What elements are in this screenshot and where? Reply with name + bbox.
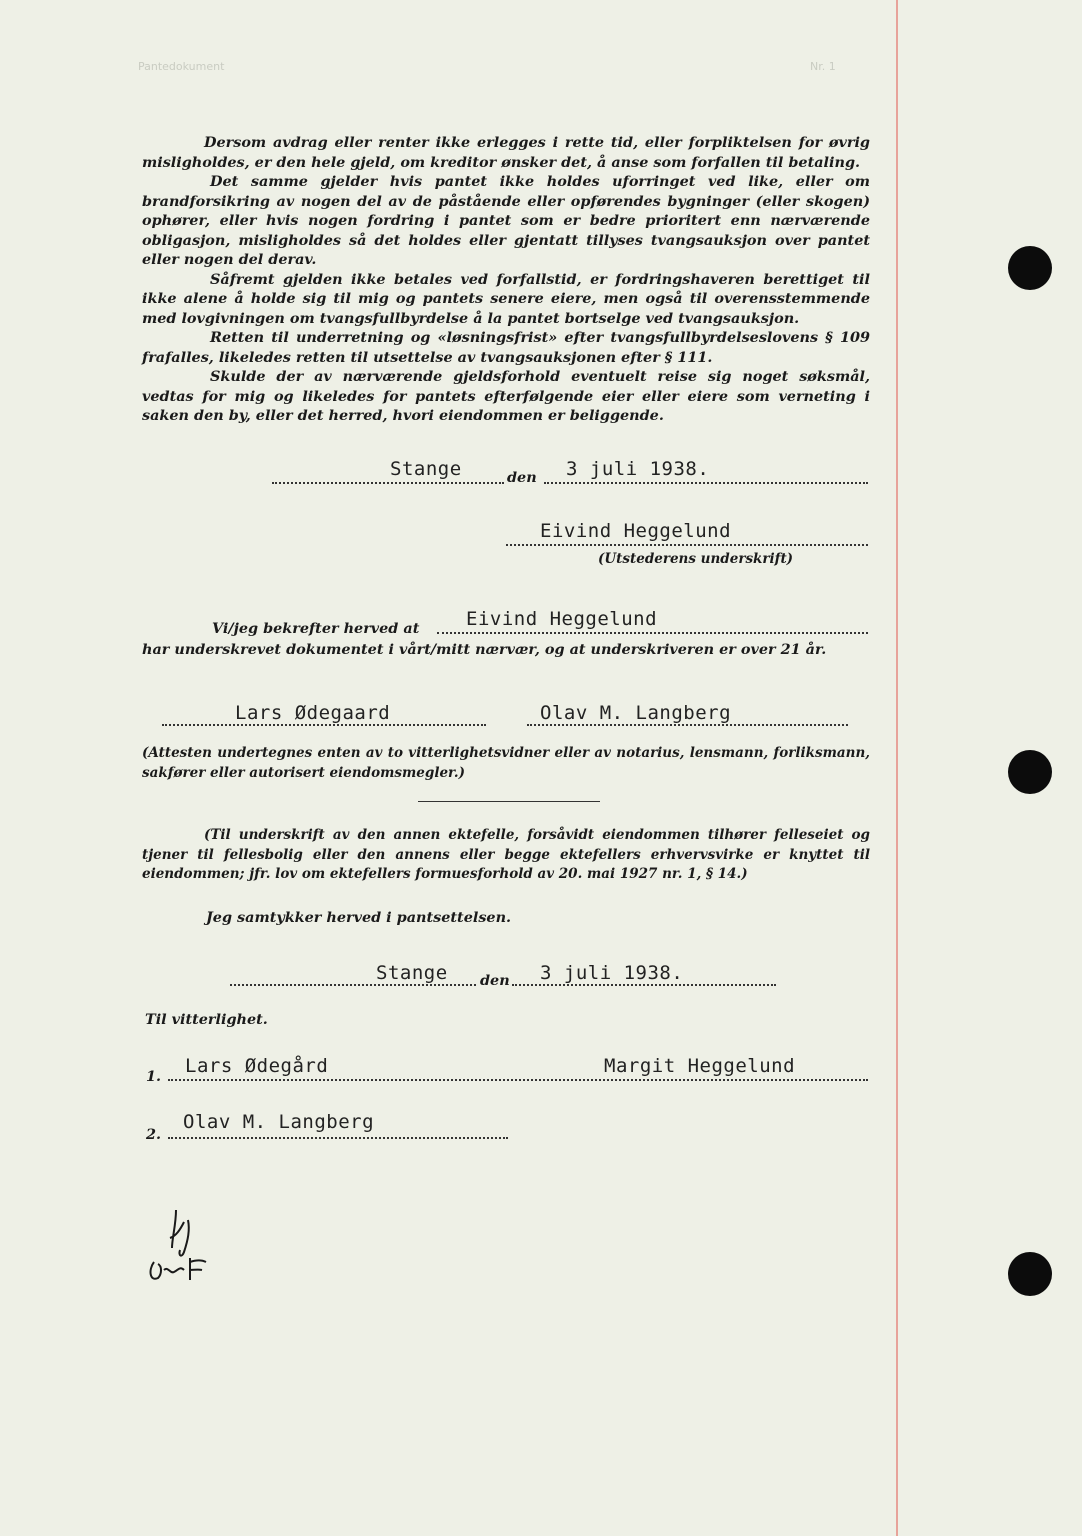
spouse-signature: Margit Heggelund xyxy=(604,1055,796,1077)
issuer-place: Stange xyxy=(390,458,462,480)
confirmation-name: Eivind Heggelund xyxy=(466,608,658,630)
witness1-name: Lars Ødegaard xyxy=(235,702,391,724)
spouse-place-line xyxy=(230,984,476,986)
spouse-den-label: den xyxy=(480,972,510,989)
terms-text xyxy=(142,133,870,426)
terms-paragraph-2: Det samme gjelder hvis pantet ikke holdes uforringet ved like, eller om brandforsikring av nogen del av de påstående eller opførendes bygninger (eller skogen) ophører, eller hvis nogen fordring i pantet som er bedre prioritert enn nærværende obligasjon, misligholdes så det holdes eller gjentatt tillyses tvangsauksjon over pantet eller nogen del derav. xyxy=(142,173,870,268)
spouse-note-block xyxy=(142,826,870,885)
spouse-witness1-name: Lars Ødegård xyxy=(185,1055,329,1077)
faint-header-note: Pantedokument xyxy=(138,60,225,73)
faint-header-number: Nr. 1 xyxy=(810,60,836,73)
issuer-signature: Eivind Heggelund xyxy=(540,520,732,542)
spouse-witness2-name: Olav M. Langberg xyxy=(183,1111,375,1133)
issuer-date-line xyxy=(544,482,868,484)
punch-hole-middle xyxy=(1008,750,1052,794)
handwritten-initials xyxy=(140,1200,240,1300)
spouse-note: (Til underskrift av den annen ektefelle, forsåvidt eiendommen tilhører felleseiet og tjener til fellesbolig eller den annens eller begge ektefellers erhvervsvirke er knyttet til eiendommen; jfr. lov om ektefellers formuesforhold av 20. mai 1927 nr. 1, § 14.) xyxy=(142,827,870,882)
terms-paragraph-1: Dersom avdrag eller renter ikke erlegges i rette tid, eller forpliktelsen for øvrig misligholdes, er den hele gjeld, om kreditor ønsker det, å anse som forfallen til betaling. xyxy=(142,134,870,171)
spouse-witness1-line xyxy=(168,1079,868,1081)
witness-label: Til vitterlighet. xyxy=(145,1011,268,1028)
spouse-date-line xyxy=(512,984,776,986)
punch-hole-top xyxy=(1008,246,1052,290)
margin-rule xyxy=(896,0,898,1536)
spouse-witness2-line xyxy=(168,1137,508,1139)
witness2-line xyxy=(527,724,848,726)
terms-paragraph-4: Retten til underretning og «løsningsfrist» efter tvangsfullbyrdelseslovens § 109 frafalles, likeledes retten til utsettelse av tvangsauksjonen efter § 111. xyxy=(142,329,870,366)
confirmation-prefix: Vi/jeg bekrefter herved at xyxy=(212,620,420,637)
witness1-line xyxy=(162,724,486,726)
spouse-consent: Jeg samtykker herved i pantsettelsen. xyxy=(206,909,512,926)
spouse-place: Stange xyxy=(376,962,448,984)
attestation-note: (Attesten undertegnes enten av to vitterlighetsvidner eller av notarius, lensmann, forliksmann, sakfører eller autorisert eiendomsmegler.) xyxy=(142,745,870,781)
confirmation-name-line xyxy=(437,632,868,634)
issuer-date: 3 juli 1938. xyxy=(566,458,710,480)
confirmation-suffix: har underskrevet dokumentet i vårt/mitt nærvær, og at underskriveren er over 21 år. xyxy=(142,641,827,658)
spouse-witness1-number: 1. xyxy=(146,1068,162,1085)
spouse-witness2-number: 2. xyxy=(146,1126,162,1143)
issuer-place-line xyxy=(272,482,504,484)
witness2-name: Olav M. Langberg xyxy=(540,702,732,724)
issuer-den-label: den xyxy=(507,469,537,486)
terms-paragraph-3: Såfremt gjelden ikke betales ved forfallstid, er fordringshaveren berettiget til ikke alene å holde sig til mig og pantets senere eiere, men også til overensstemmende med lovgivningen om tvangsfullbyrdelse å la pantet bortselge ved tvangsauksjon. xyxy=(142,270,870,327)
terms-paragraph-5: Skulde der av nærværende gjeldsforhold eventuelt reise sig noget søksmål, vedtas for mig og likeledes for pantets efterfølgende eier eller eiere som verneting i saken den by, eller det herred, hvori eiendommen er beliggende. xyxy=(142,368,870,424)
spouse-date: 3 juli 1938. xyxy=(540,962,684,984)
attestation-note-block xyxy=(142,744,870,783)
issuer-signature-line xyxy=(506,544,868,546)
section-divider xyxy=(418,801,600,802)
punch-hole-bottom xyxy=(1008,1252,1052,1296)
issuer-signature-caption: (Utstederens underskrift) xyxy=(598,551,794,567)
